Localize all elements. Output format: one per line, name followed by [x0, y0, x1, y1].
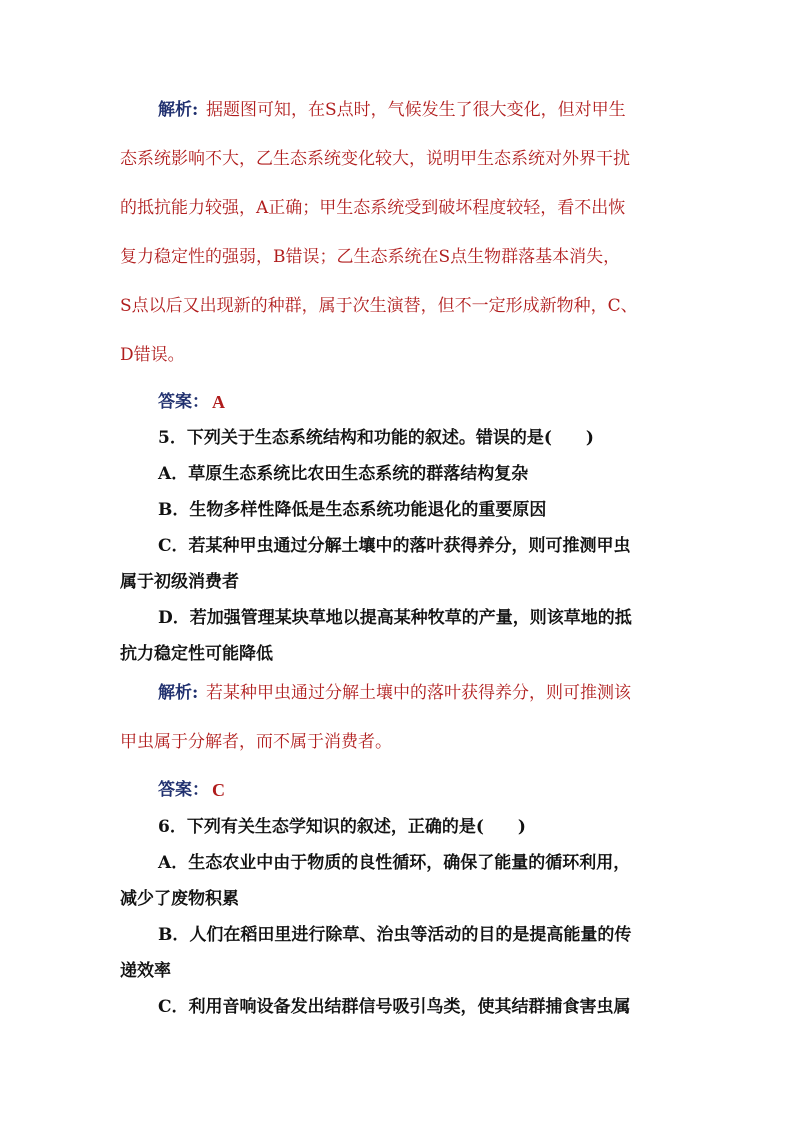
option-text: 属于初级消费者 — [120, 572, 239, 592]
analysis-text: D错误。 — [120, 345, 185, 365]
option-text: A．生态农业中由于物质的良性循环，确保了能量的循环利用， — [158, 853, 631, 873]
answer-label: 答案： — [158, 780, 209, 800]
analysis-text: 的抵抗能力较强，A正确；甲生态系统受到破坏程度较轻，看不出恢 — [120, 198, 626, 218]
option-text: D．若加强管理某块草地以提高某种牧草的产量，则该草地的抵 — [158, 608, 632, 628]
option-text: A．草原生态系统比农田生态系统的群落结构复杂 — [158, 464, 529, 484]
answer-value: C — [212, 780, 225, 800]
analysis-text: S点以后又出现新的种群，属于次生演替，但不一定形成新物种，C、 — [120, 296, 638, 316]
answer-value: A — [212, 392, 225, 412]
option-text: 减少了废物积累 — [120, 889, 239, 909]
analysis-text: 据题图可知，在S点时，气候发生了很大变化，但对甲生 — [206, 100, 626, 120]
question-stem: 5．下列关于生态系统结构和功能的叙述。错误的是( ) — [158, 428, 594, 448]
analysis-text: 复力稳定性的强弱，B错误；乙生态系统在S点生物群落基本消失， — [120, 247, 621, 267]
answer-label: 答案： — [158, 392, 209, 412]
analysis-text: 甲虫属于分解者，而不属于消费者。 — [120, 732, 392, 752]
analysis-label: 解析: — [158, 100, 199, 120]
analysis-label: 解析: — [158, 683, 199, 703]
analysis-text: 若某种甲虫通过分解土壤中的落叶获得养分，则可推测该 — [206, 683, 631, 703]
option-text: C．利用音响设备发出结群信号吸引鸟类，使其结群捕食害虫属 — [158, 997, 631, 1017]
option-text: 递效率 — [120, 961, 171, 981]
option-text: B．人们在稻田里进行除草、治虫等活动的目的是提高能量的传 — [158, 925, 632, 945]
option-text: 抗力稳定性可能降低 — [120, 644, 273, 664]
option-text: B．生物多样性降低是生态系统功能退化的重要原因 — [158, 500, 547, 520]
option-text: C．若某种甲虫通过分解土壤中的落叶获得养分，则可推测甲虫 — [158, 536, 631, 556]
question-stem: 6．下列有关生态学知识的叙述，正确的是( ) — [158, 817, 526, 837]
analysis-text: 态系统影响不大，乙生态系统变化较大，说明甲生态系统对外界干扰 — [120, 149, 630, 169]
